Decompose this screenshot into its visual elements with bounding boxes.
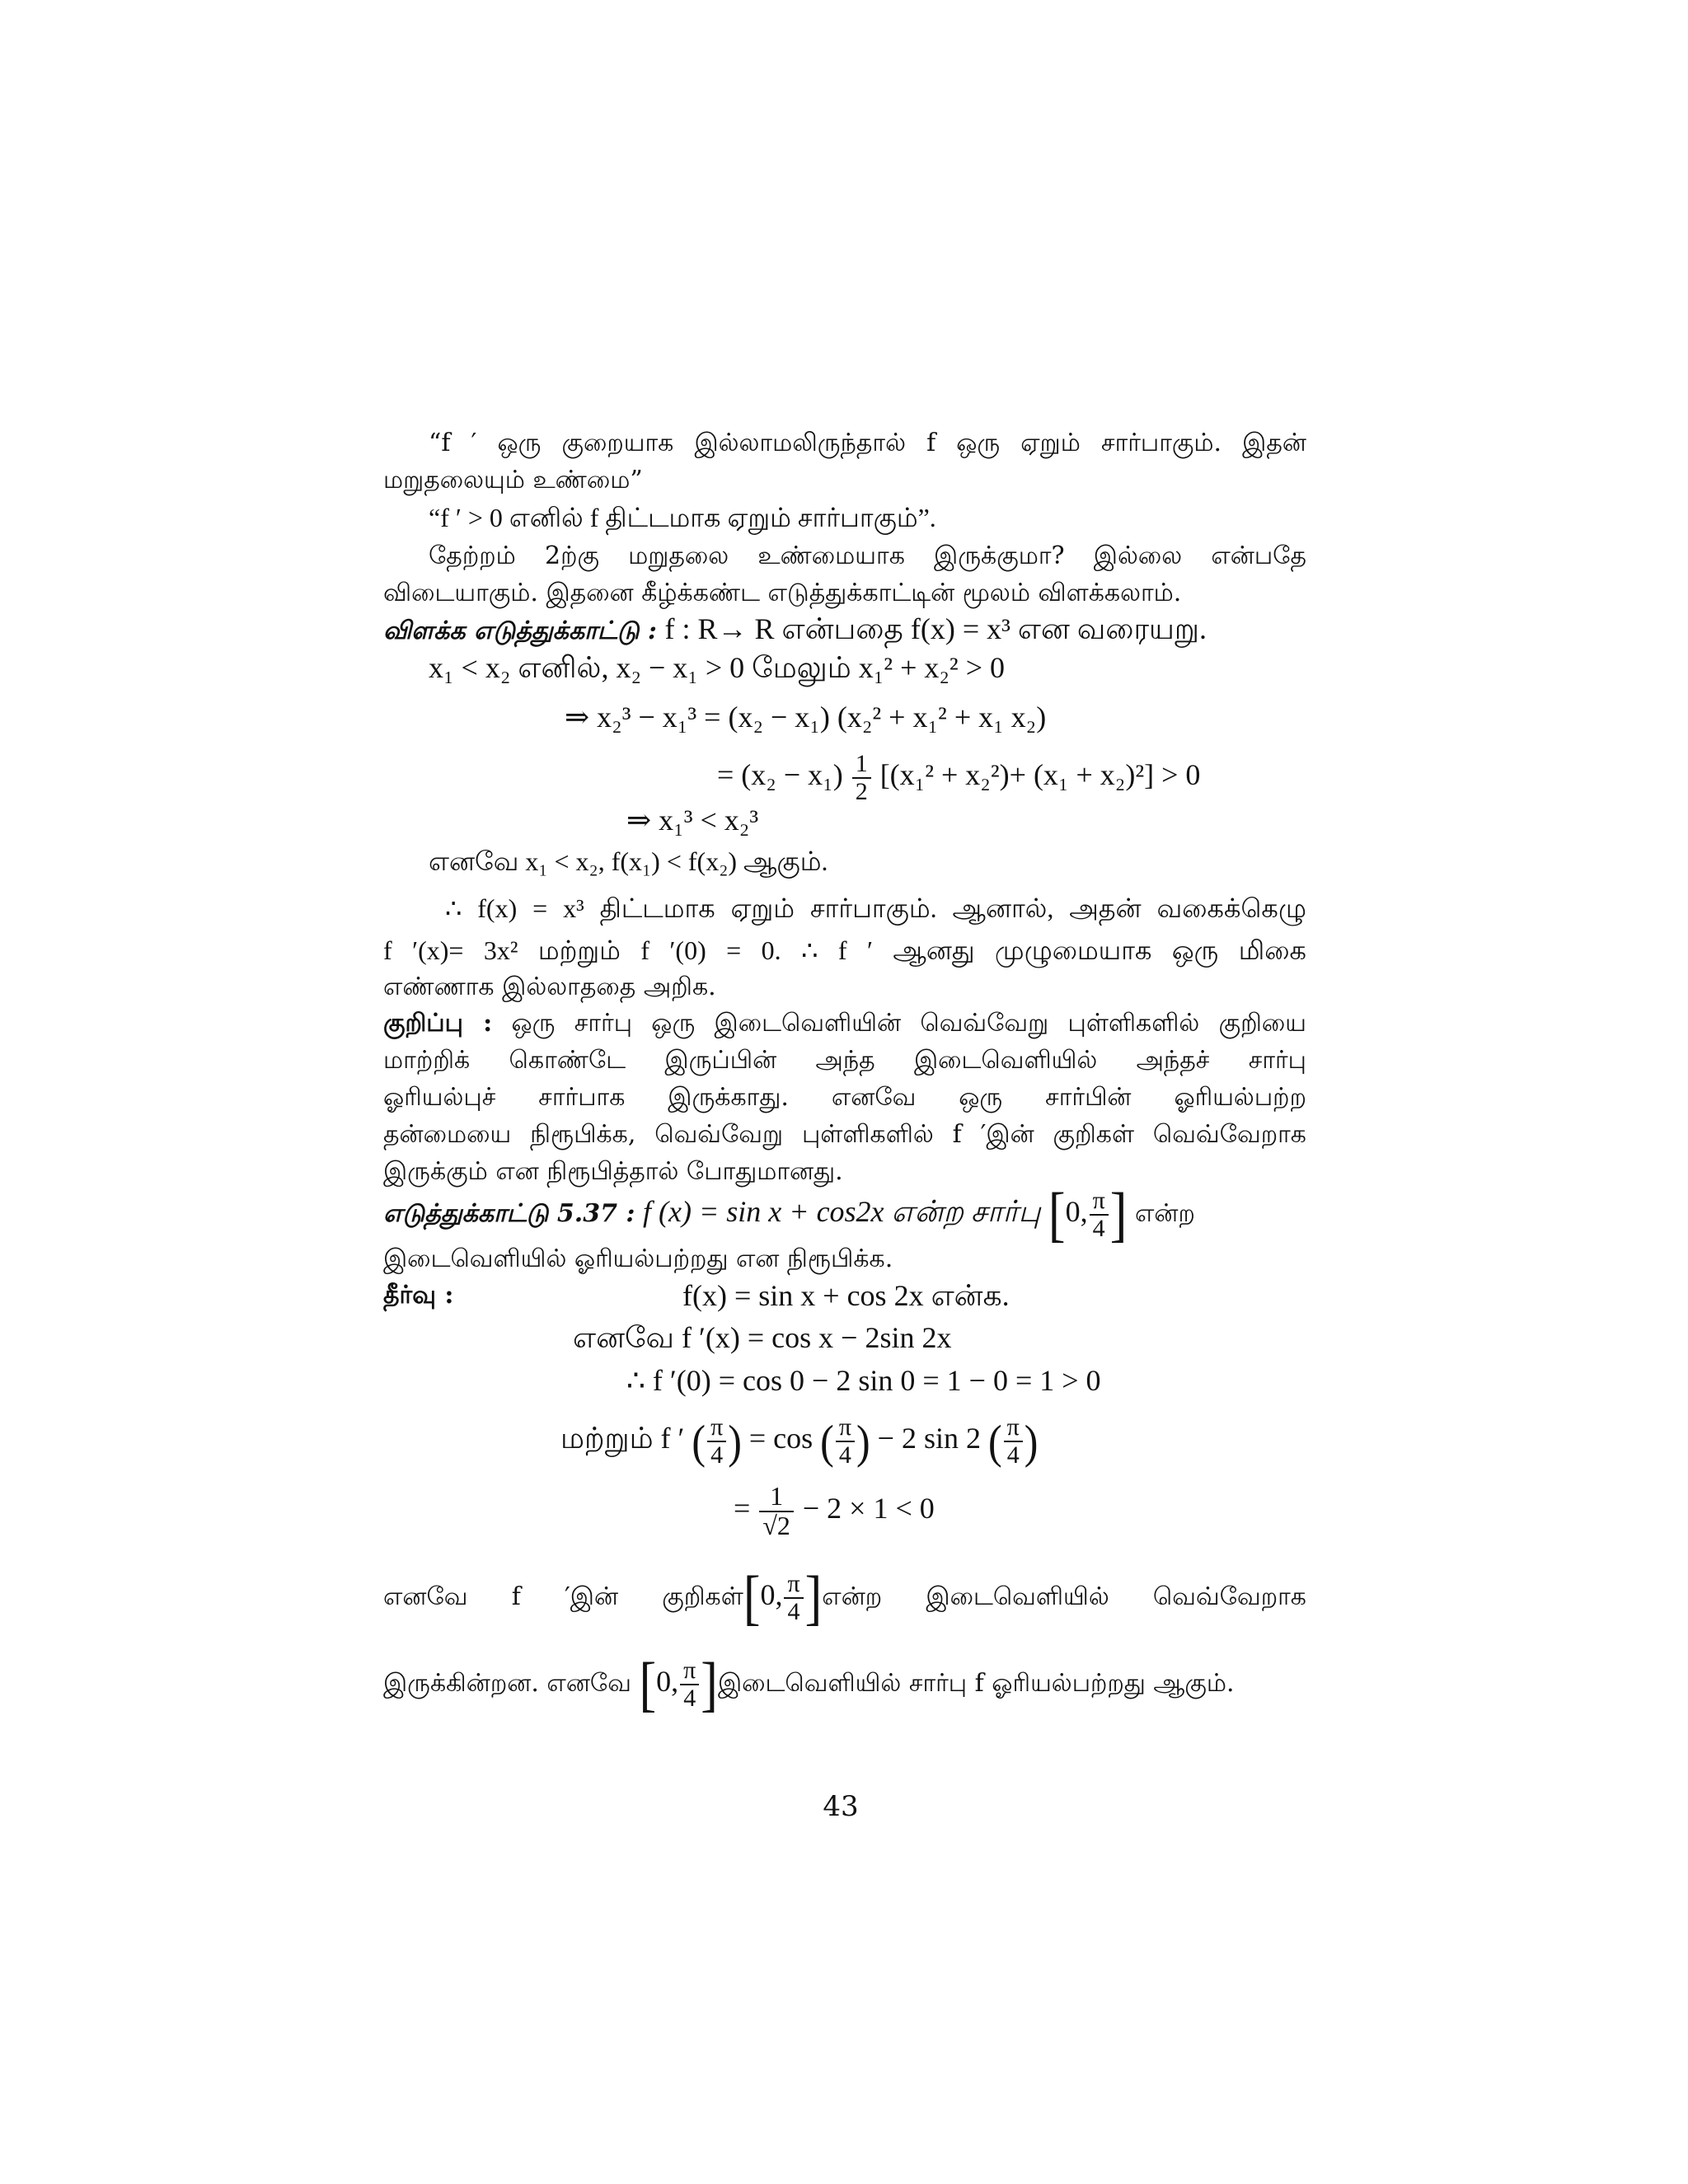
paragraph-line: இடைவெளியில் ஓரியல்பற்றது என நிரூபிக்க. bbox=[383, 1244, 893, 1273]
math-expression: − 2 × 1 < 0 bbox=[802, 1492, 935, 1525]
math-expression: [(x₁² + x₂²)+ (x₁ + x₂)²] > 0 bbox=[879, 758, 1201, 791]
interval: [0, $\frac{\pi}{4}$ ] bbox=[639, 1650, 718, 1718]
paragraph-line: “f ′ ஒரு குறையாக இல்லாமலிருந்தால் f ஒரு ஏறும் சார்பாகும். இதன் bbox=[429, 429, 1306, 457]
page-number: 43 bbox=[823, 1790, 859, 1823]
function-definition: f (x) = sin x + cos2x என்ற சார்பு bbox=[643, 1195, 1041, 1228]
reciprocal-sqrt2: $\frac{1}{√2}$ bbox=[759, 1483, 794, 1540]
paragraph-line: தேற்றம் 2ற்கு மறுதலை உண்மையாக இருக்குமா? இல்லை என்பதே bbox=[429, 541, 1306, 570]
note-line: மாற்றிக் கொண்டே இருப்பின் அந்த இடைவெளியில் அந்தச் சார்பு bbox=[383, 1046, 1306, 1075]
conclusion-line bbox=[383, 1554, 1306, 1638]
note-line bbox=[383, 1007, 1306, 1040]
note-heading: குறிப்பு : bbox=[383, 1009, 493, 1038]
paragraph-line: “f ′ > 0 எனில் f திட்டமாக ஏறும் சார்பாகும்”. bbox=[429, 503, 936, 532]
math-line: மற்றும் f ′ ( $\frac{\pi}{4}$ ) = cos ( $\frac{\pi}{4}$ ) − 2 sin 2 ( $\frac{\pi}{4}$ ) bbox=[560, 1413, 1039, 1469]
example-line bbox=[383, 612, 1207, 648]
paragraph-line: ∴ f(x) = x³ திட்டமாக ஏறும் சார்பாகும். ஆனால், அதன் வகைக்கெழு bbox=[445, 893, 1306, 923]
paragraph-text: என்ற bbox=[1134, 1199, 1195, 1228]
math-expression: மற்றும் f ′ bbox=[560, 1422, 685, 1455]
paragraph-text: இடைவெளியில் சார்பு f ஓரியல்பற்றது ஆகும். bbox=[717, 1669, 1235, 1698]
conclusion-line bbox=[383, 1640, 1235, 1725]
math-line: ⇒ x₁³ < x₂³ bbox=[626, 804, 759, 837]
math-line: = $\frac{1}{√2}$ − 2 × 1 < 0 bbox=[734, 1481, 935, 1540]
note-line: இருக்கும் என நிரூபித்தால் போதுமானது. bbox=[383, 1157, 843, 1186]
example-heading: விளக்க எடுத்துக்காட்டு : bbox=[383, 616, 657, 645]
interval: [0, $\frac{\pi}{4}$ ] bbox=[743, 1563, 823, 1632]
math-line: எனவே f ′(x) = cos x − 2sin 2x bbox=[573, 1321, 952, 1354]
math-line: f(x) = sin x + cos 2x என்க. bbox=[682, 1279, 1010, 1312]
math-line: எனவே x₁ < x₂, f(x₁) < f(x₂) ஆகும். bbox=[429, 846, 828, 876]
paragraph-line: விடையாகும். இதனை கீழ்க்கண்ட எடுத்துக்காட்டின் மூலம் விளக்கலாம். bbox=[383, 579, 1182, 607]
note-line: ஓரியல்புச் சார்பாக இருக்காது. எனவே ஒரு சார்பின் ஓரியல்பற்ற bbox=[383, 1083, 1306, 1112]
half-fraction: $\frac{1}{2}$ bbox=[852, 751, 871, 804]
math-expression: − 2 sin 2 bbox=[877, 1422, 981, 1455]
paragraph-line: மறுதலையும் உண்மை” bbox=[383, 466, 643, 494]
solution-heading: தீர்வு : bbox=[383, 1281, 454, 1310]
math-line bbox=[717, 742, 1200, 808]
math-line: ∴ f ′(0) = cos 0 − 2 sin 0 = 1 − 0 = 1 > 0 bbox=[626, 1364, 1101, 1397]
example-definition: f : R→ R என்பதை f(x) = x³ என வரையறு. bbox=[664, 612, 1207, 645]
math-line: x₁ < x₂ எனில், x₂ − x₁ > 0 மேலும் x₁² + x₂² > 0 bbox=[429, 651, 1006, 684]
paragraph-text: எனவே f ′இன் குறிகள் bbox=[383, 1582, 743, 1611]
math-line: ⇒ x₂³ − x₁³ = (x₂ − x₁) (x₂² + x₁² + x₁ x₂) bbox=[565, 701, 1047, 733]
note-text: ஒரு சார்பு ஒரு இடைவெளியின் வெவ்வேறு புள்ளிகளில் குறியை bbox=[511, 1009, 1307, 1038]
note-line: தன்மையை நிரூபிக்க, வெவ்வேறு புள்ளிகளில் f ′இன் குறிகள் வெவ்வேறாக bbox=[383, 1120, 1306, 1149]
paragraph-text: இருக்கின்றன. எனவே bbox=[383, 1669, 631, 1698]
math-expression: = cos bbox=[748, 1422, 814, 1455]
math-expression: = (x₂ − x₁) bbox=[717, 758, 843, 791]
interval: [0, $\frac{\pi}{4}$ ] bbox=[1048, 1180, 1128, 1249]
paragraph-line: f ′(x)= 3x² மற்றும் f ′(0) = 0. ∴ f ′ ஆனது முழுமையாக ஒரு மிகை bbox=[383, 935, 1306, 965]
paragraph-line: எண்ணாக இல்லாததை அறிக. bbox=[383, 972, 716, 1001]
example-537-heading: எடுத்துக்காட்டு 5.37 : bbox=[383, 1199, 635, 1228]
paragraph-text: என்ற இடைவெளியில் வெவ்வேறாக bbox=[822, 1582, 1307, 1611]
